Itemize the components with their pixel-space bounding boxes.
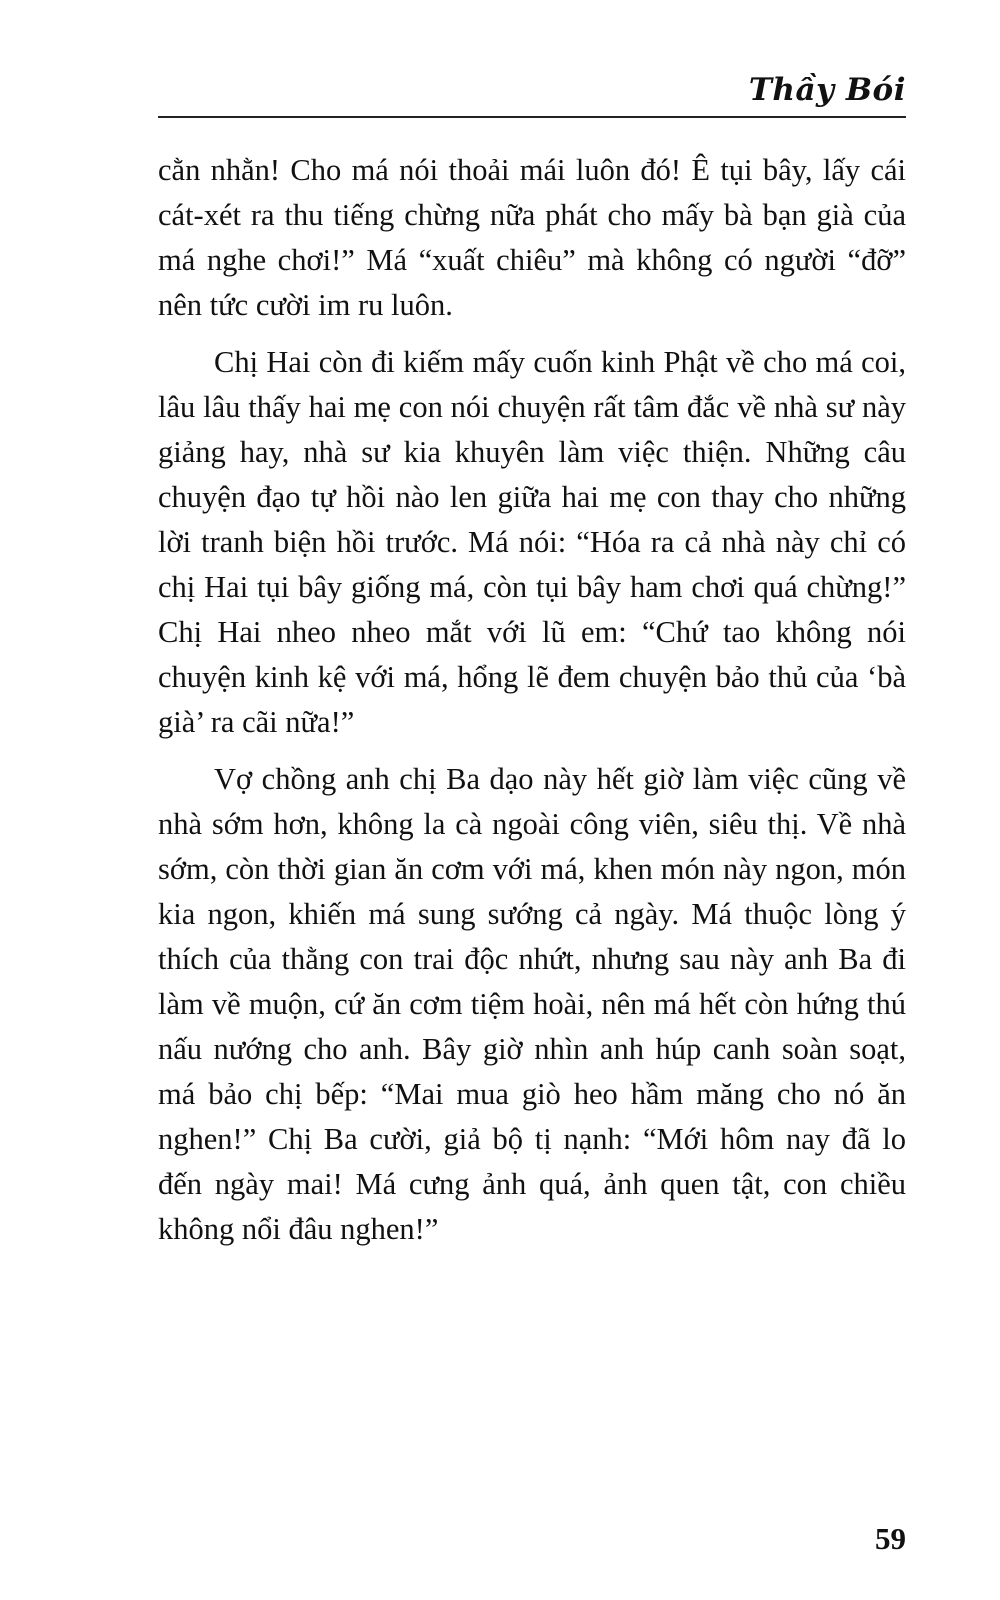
body-text (158, 148, 906, 1252)
page-number: 59 (875, 1521, 906, 1556)
paragraph: Chị Hai còn đi kiếm mấy cuốn kinh Phật về cho má coi, lâu lâu thấy hai mẹ con nói chuyện rất tâm đắc về nhà sư này giảng hay, nhà sư kia khuyên làm việc thiện. Những câu chuyện đạo tự hồi nào len giữa hai mẹ con thay cho những lời tranh biện hồi trước. Má nói: “Hóa ra cả nhà này chỉ có chị Hai tụi bây giống má, còn tụi bây ham chơi quá chừng!” Chị Hai nheo nheo mắt với lũ em: “Chứ tao không nói chuyện kinh kệ với má, hổng lẽ đem chuyện bảo thủ của ‘bà già’ ra cãi nữa!” (158, 345, 906, 739)
running-header (158, 62, 906, 118)
paragraph: Vợ chồng anh chị Ba dạo này hết giờ làm việc cũng về nhà sớm hơn, không la cà ngoài công viên, siêu thị. Về nhà sớm, còn thời gian ăn cơm với má, khen món này ngon, món kia ngon, khiến má sung sướng cả ngày. Má thuộc lòng ý thích của thằng con trai độc nhứt, nhưng sau này anh Ba đi làm về muộn, cứ ăn cơm tiệm hoài, nên má hết còn hứng thú nấu nướng cho anh. Bây giờ nhìn anh húp canh soàn soạt, má bảo chị bếp: “Mai mua giò heo hầm măng cho nó ăn nghen!” Chị Ba cười, giả bộ tị nạnh: “Mới hôm nay đã lo đến ngày mai! Má cưng ảnh quá, ảnh quen tật, con chiều không nổi đâu nghen!” (158, 762, 906, 1246)
paragraph-continued: cằn nhằn! Cho má nói thoải mái luôn đó! Ê tụi bây, lấy cái cát-xét ra thu tiếng chừng nữa phát cho mấy bà bạn già của má nghe chơi!” Má “xuất chiêu” mà không có người “đỡ” nên tức cười im ru luôn. (158, 153, 906, 322)
running-title: Thầy Bói (748, 72, 906, 108)
